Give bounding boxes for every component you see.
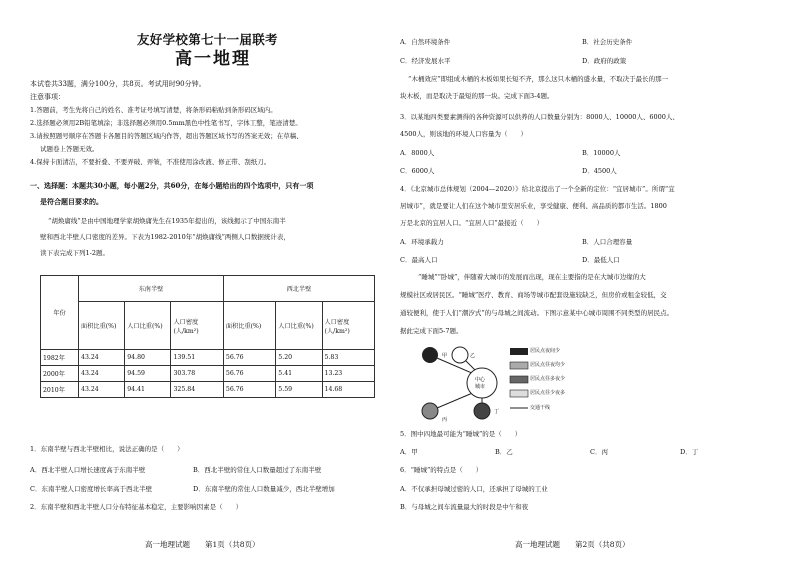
passage-line-2: 壁和西北半壁人口密度的差异。下表为1982-2010年“胡焕庸线”两侧人口数据统计表， xyxy=(40,233,290,241)
legend-swatch-4 xyxy=(510,390,528,397)
q4-option-c: C．最高人口 xyxy=(400,256,438,264)
node-jia xyxy=(422,347,438,363)
header-se-pop: 人口比重(%) xyxy=(125,302,171,350)
cell-nw-area: 56.76 xyxy=(223,350,275,366)
cell-year: 2000年 xyxy=(41,366,79,382)
header-se-density: 人口密度(人/km²) xyxy=(171,302,223,350)
q2-option-b: B．社会历史条件 xyxy=(582,38,633,46)
cell-year: 2010年 xyxy=(41,382,79,398)
q1-option-d: D．东南半壁的常住人口数量减少，西北半壁增加 xyxy=(193,485,335,493)
exam-info: 本试卷共33题，满分100分，共8页。考试用时90分钟。 xyxy=(30,80,206,88)
q1-stem: 1．东南半壁与西北半壁相比，说法正确的是（ ） xyxy=(30,445,184,453)
q6-option-a: A．不仅承担母城过密的人口，还承担了母城的工业 xyxy=(400,485,548,493)
page-footer-1: 高一地理试题 第1页（共8页） xyxy=(145,540,260,549)
note-2: 2.选择题必须用2B铅笔填涂；非选择题必须用0.5mm黑色中性笔书写，字体工整，笔迹清楚。 xyxy=(30,119,302,127)
node-label-bing: 丙 xyxy=(442,417,448,423)
q3-line-1: 3．以某地四类要素测得的各种资源可以供养的人口数量分别为：8000人、10000人、6000人、 xyxy=(400,113,679,121)
q3-option-c: C．6000人 xyxy=(400,167,435,175)
cell-nw-pop: 5.59 xyxy=(276,382,322,398)
note-3-cont: 试题卷上答题无效。 xyxy=(40,145,99,153)
q3-option-d: D．4500人 xyxy=(582,167,617,175)
note-3: 3.请按照题号顺序在答题卡各题目的答题区域内作答，超出答题区域书写的答案无效；在草稿、 xyxy=(30,132,303,140)
q4-option-d: D．最低人口 xyxy=(582,256,620,264)
cell-nw-area: 56.76 xyxy=(223,366,275,382)
q5-option-d: D．丁 xyxy=(680,448,699,456)
q4-line-1: 4．《北京城市总体规划（2004—2020）》给北京提出了一个全新的定位：“宜居城市”。所谓“宜 xyxy=(400,185,675,193)
header-nw-area: 面积比重(%) xyxy=(223,302,275,350)
node-yi xyxy=(452,347,468,363)
q5-option-b: B．乙 xyxy=(495,448,513,456)
cell-nw-pop: 5.20 xyxy=(276,350,322,366)
table-row xyxy=(41,366,375,382)
legend-1: 居民点夜间少 xyxy=(530,348,561,354)
cell-se-density: 139.51 xyxy=(171,350,223,366)
q4-option-a: A．环境承载力 xyxy=(400,238,444,246)
passage-line-1: “胡焕庸线”是由中国地理学家胡焕庸先生在1935年提出的，该线揭示了中国东南半 xyxy=(48,217,286,225)
notes-heading: 注意事项： xyxy=(30,93,65,101)
header-year: 年份 xyxy=(41,276,79,350)
q3-option-a: A．8000人 xyxy=(400,149,435,157)
header-nw-density: 人口密度(人/km²) xyxy=(322,302,374,350)
population-table xyxy=(40,275,375,398)
legend-5: 交通干线 xyxy=(530,405,551,411)
q4-line-2: 居城市”，就是要让人们在这个城市里安居乐业，享受健康、便利、高品质的都市生活。1800 xyxy=(400,202,667,210)
node-ding xyxy=(474,403,490,419)
q4-line-3: 万是北京的宜居人口。“宜居人口”最接近（ ） xyxy=(400,219,544,227)
node-bing xyxy=(422,403,438,419)
cell-se-area: 43.24 xyxy=(79,350,125,366)
cell-nw-area: 56.76 xyxy=(223,382,275,398)
q5-stem: 5．图中四地最可能为“睡城”的是（ ） xyxy=(400,430,522,438)
node-label-yi: 乙 xyxy=(470,353,476,359)
section1-heading: 一、选择题：本题共30小题，每小题2分，共60分，在每小题给出的四个选项中，只有一项 xyxy=(30,181,314,190)
header-nw-pop: 人口比重(%) xyxy=(276,302,322,350)
legend-2: 居民点昼夜均少 xyxy=(530,362,566,368)
cell-se-density: 325.84 xyxy=(171,382,223,398)
q1-option-c: C．东南半壁人口密度增长率高于西北半壁 xyxy=(30,485,152,493)
cell-se-area: 43.24 xyxy=(79,382,125,398)
header-northwest: 西北半壁 xyxy=(223,276,374,302)
q2-option-a: A．自然环境条件 xyxy=(400,38,451,46)
q3-line-2: 4500人，则该地的环境人口容量为（ ） xyxy=(400,130,528,138)
legend-swatch-2 xyxy=(510,362,528,369)
node-label-ding: 丁 xyxy=(494,409,500,415)
page-footer-2: 高一地理试题 第2页（共8页） xyxy=(515,540,630,549)
q2-option-c: C．经济发展水平 xyxy=(400,57,451,65)
city-passage-1: “睡城”“卧城”，伴随着大城市的发展而出现，现在主要指的是在大城市边缘的大 xyxy=(418,273,646,281)
cell-se-density: 303.78 xyxy=(171,366,223,382)
cell-nw-density: 14.68 xyxy=(322,382,374,398)
legend-3: 居民点昼多夜少 xyxy=(530,376,566,382)
q2-stem: 2．东南半壁和西北半壁人口分布特征基本稳定，主要影响因素是（ ） xyxy=(30,503,243,511)
cell-se-area: 43.24 xyxy=(79,366,125,382)
q4-option-b: B．人口合理容量 xyxy=(582,238,633,246)
barrel-passage-2: 块木板，而是取决于最短的那一块。完成下面3-4题。 xyxy=(400,92,554,100)
school-title: 友好学校第七十一届联考 xyxy=(137,32,278,47)
city-passage-4: 据此完成下面5-7题。 xyxy=(400,327,463,335)
q2-option-d: D．政府的政策 xyxy=(582,57,627,65)
q6-option-b: B．与母城之间车流量最大的时段是中午和夜 xyxy=(400,503,529,511)
cell-year: 1982年 xyxy=(41,350,79,366)
note-1: 1.答题前，考生先将自己的姓名、准考证号填写清楚，将条形码粘贴到条形码区域内。 xyxy=(30,106,277,114)
legend-4: 居民点昼少夜多 xyxy=(530,390,566,396)
cell-nw-density: 13.23 xyxy=(322,366,374,382)
q1-option-a: A．西北半壁人口增长速度高于东南半壁 xyxy=(30,466,146,474)
settlement-diagram xyxy=(420,345,585,425)
cell-nw-pop: 5.41 xyxy=(276,366,322,382)
node-label-jia: 甲 xyxy=(442,353,448,359)
table-row xyxy=(41,382,375,398)
q1-option-b: B．西北半壁的常住人口数量超过了东南半壁 xyxy=(193,466,322,474)
section1-heading-cont: 是符合题目要求的。 xyxy=(40,197,103,206)
cell-se-pop: 94.41 xyxy=(125,382,171,398)
q3-option-b: B．10000人 xyxy=(582,149,621,157)
center-city-label: 城市 xyxy=(475,384,486,390)
city-passage-3: 通较便利，使于人们“潮汐式”的与母城之间流动。下图示意某中心城市周围不同类型的居民点。 xyxy=(400,309,674,317)
note-4: 4.保持卡面清洁，不要折叠、不要弄破、弄皱，不准使用涂改液、修正带、刮纸刀。 xyxy=(30,158,271,166)
center-city-label: 中心 xyxy=(475,377,486,383)
cell-nw-density: 5.83 xyxy=(322,350,374,366)
legend-swatch-1 xyxy=(510,348,528,355)
header-southeast: 东南半壁 xyxy=(79,276,224,302)
subject-title: 高一地理 xyxy=(175,49,251,69)
table-row xyxy=(41,350,375,366)
q6-stem: 6．“睡城”的特点是（ ） xyxy=(400,466,483,474)
q5-option-a: A．甲 xyxy=(400,448,418,456)
passage-line-3: 读下表完成下列1-2题。 xyxy=(40,249,109,257)
legend-swatch-3 xyxy=(510,376,528,383)
center-city-circle xyxy=(467,368,497,398)
cell-se-pop: 94.59 xyxy=(125,366,171,382)
barrel-passage-1: “木桶效应”即组成木桶的木板如果长短不齐，那么这只木桶的盛水量，不取决于最长的那一 xyxy=(408,75,669,83)
q5-option-c: C．丙 xyxy=(590,448,608,456)
city-passage-2: 规模社区或居民区。“睡城”医疗、教育、商场等城市配套设施较缺乏，但房价或租金较低，交 xyxy=(400,291,667,299)
header-se-area: 面积比重(%) xyxy=(79,302,125,350)
cell-se-pop: 94.80 xyxy=(125,350,171,366)
